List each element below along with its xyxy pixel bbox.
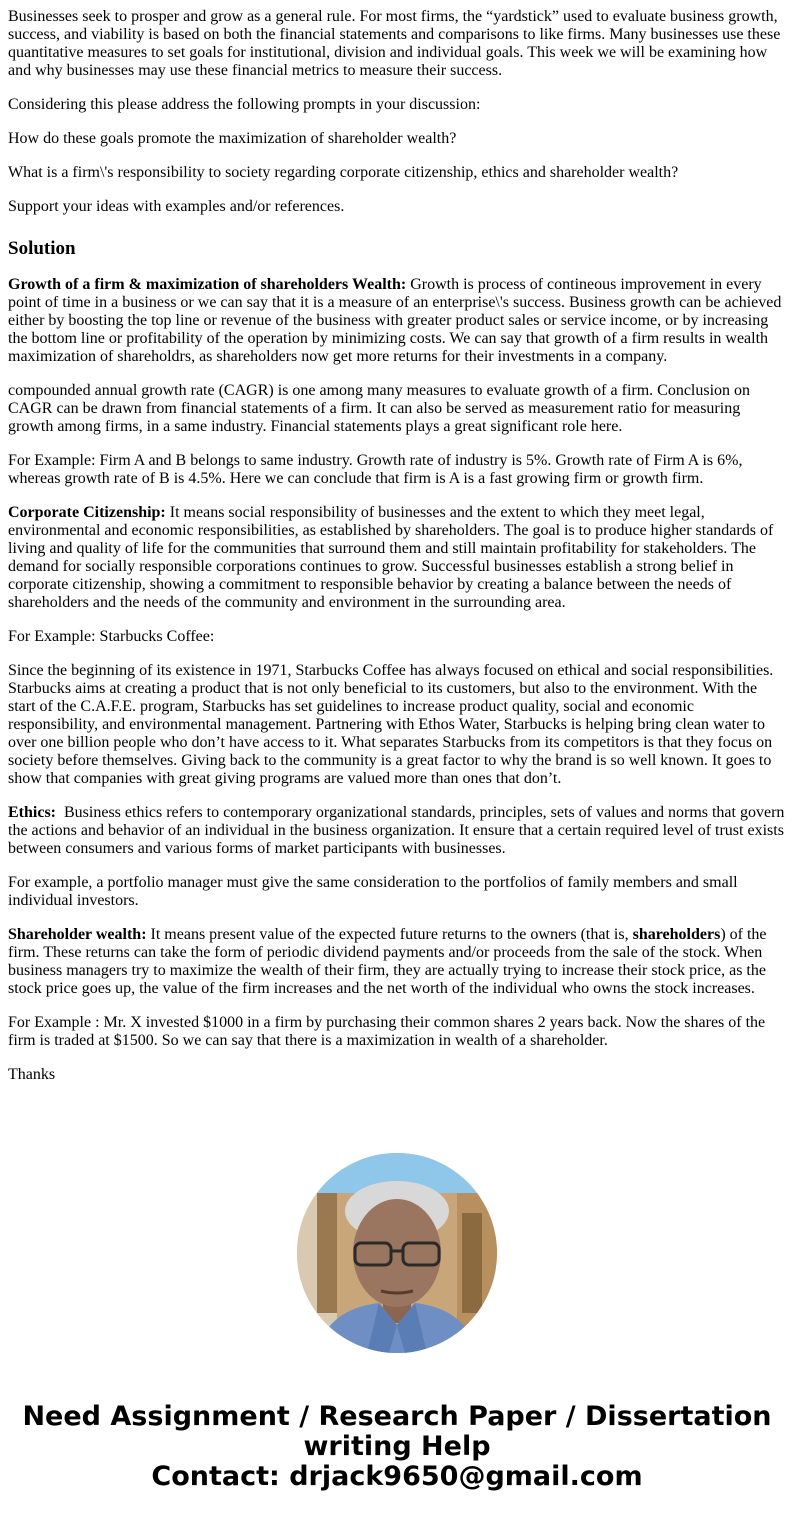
wealth-bold-term: shareholders	[632, 926, 721, 943]
growth-label: Growth of a firm & maximization of shareholders Wealth:	[8, 276, 407, 293]
starbucks-intro: For Example: Starbucks Coffee:	[8, 628, 215, 645]
ethics-paragraph	[8, 804, 789, 858]
growth-example-paragraph: For Example: Firm A and B belongs to same industry. Growth rate of industry is 5%. Growth rate of Firm A is 6%, whereas growth rate of B is 4.5%. Here we can conclude that firm is A is a fast growing firm or growth firm.	[8, 452, 743, 487]
growth-paragraph	[8, 276, 786, 366]
wealth-text-2: ) of the firm. These returns can take the form of periodic dividend payments and/or proceeds from the sale of the stock. When business managers try to maximize the wealth of their firm, they are actually trying to increase their stock price, as the stock price goes up, the value of the firm increases and the net worth of the individual who owns the stock increases.	[8, 926, 767, 997]
promo-line-2: writing Help	[303, 1431, 491, 1462]
wealth-example-paragraph: For Example : Mr. X invested $1000 in a firm by purchasing their common shares 2 years back. Now the shares of the firm is traded at $1500. So we can say that there is a maximization in wealth of a shareholder.	[8, 1014, 766, 1049]
document-body	[8, 8, 789, 1100]
citizenship-label: Corporate Citizenship:	[8, 504, 166, 521]
ethics-text: Business ethics refers to contemporary organizational standards, principles, sets of values and norms that govern the actions and behavior of an individual in the business organization. It ensure that a certain required level of trust exists between consumers and various forms of market participants with businesses.	[8, 804, 789, 857]
question-paragraph-support: Support your ideas with examples and/or references.	[8, 198, 345, 215]
growth-text: Growth is process of contineous improvement in every point of time in a business or we can say that it is a measure of an enterprise\'s success. Business growth can be achieved either by boosting the top line or revenue of the business with greater product sales or service income, or by increasing the bottom line or profitability of the operation by minimizing costs. We can say that growth of a firm results in wealth maximization of shareholdrs, as shareholders now get more returns for their investments in a company.	[8, 276, 782, 365]
citizenship-text: It means social responsibility of businesses and the extent to which they meet legal, environmental and economic responsibilities, as established by shareholders. The goal is to produce higher standards of living and quality of life for the communities that surround them and still maintain profitability for stakeholders. The demand for socially responsible corporations continues to grow. Successful businesses establish a strong belief in corporate citizenship, showing a commitment to responsible behavior by creating a balance between the needs of shareholders and the needs of the community and environment in the surrounding area.	[8, 504, 774, 611]
closing-text: Thanks	[8, 1066, 56, 1083]
promo-banner	[0, 1402, 794, 1492]
promo-contact: Contact: drjack9650@gmail.com	[151, 1461, 643, 1492]
question-prompt-1: How do these goals promote the maximization of shareholder wealth?	[8, 130, 457, 147]
citizenship-paragraph	[8, 504, 786, 612]
promo-line-1: Need Assignment / Research Paper / Dissertation	[22, 1401, 772, 1432]
cagr-paragraph: compounded annual growth rate (CAGR) is one among many measures to evaluate growth of a firm. Conclusion on CAGR can be drawn from financial statements of a firm. It can also be served as measurement ratio for measuring growth among firms, in a same industry. Financial statements plays a great significant role here.	[8, 382, 751, 435]
wealth-label: Shareholder wealth:	[8, 926, 147, 943]
ethics-example-paragraph: For example, a portfolio manager must give the same consideration to the portfolios of family members and small individual investors.	[8, 874, 738, 909]
ethics-label: Ethics:	[8, 804, 56, 821]
question-paragraph-1: Businesses seek to prosper and grow as a general rule. For most firms, the “yardstick” used to evaluate business growth, success, and viability is based on both the financial statements and comparisons to like firms. Many businesses use these quantitative measures to set goals for institutional, division and individual goals. This week we will be examining how and why businesses may use these financial metrics to measure their success.	[8, 8, 781, 79]
question-paragraph-2: Considering this please address the following prompts in your discussion:	[8, 96, 481, 113]
question-prompt-2: What is a firm\'s responsibility to society regarding corporate citizenship, ethics and shareholder wealth?	[8, 164, 679, 181]
solution-heading: Solution	[8, 238, 76, 259]
person-photo-icon	[297, 1153, 497, 1353]
starbucks-paragraph: Since the beginning of its existence in 1971, Starbucks Coffee has always focused on ethical and social responsibilities. Starbucks aims at creating a product that is not only beneficial to its customers, but also to the environment. With the start of the C.A.F.E. program, Starbucks has set guidelines to increase product quality, social and economic responsibility, and environmental management. Partnering with Ethos Water, Starbucks is helping bring clean water to over one billion people who don’t have access to it. What separates Starbucks from its competitors is that they focus on society before themselves. Giving back to the community is a great factor to why the brand is so well known. It goes to show that companies with great giving programs are valued more than ones that don’t.	[8, 662, 774, 787]
author-avatar	[297, 1153, 497, 1353]
wealth-text-1: It means present value of the expected future returns to the owners (that is,	[146, 926, 633, 943]
wealth-paragraph	[8, 926, 786, 998]
